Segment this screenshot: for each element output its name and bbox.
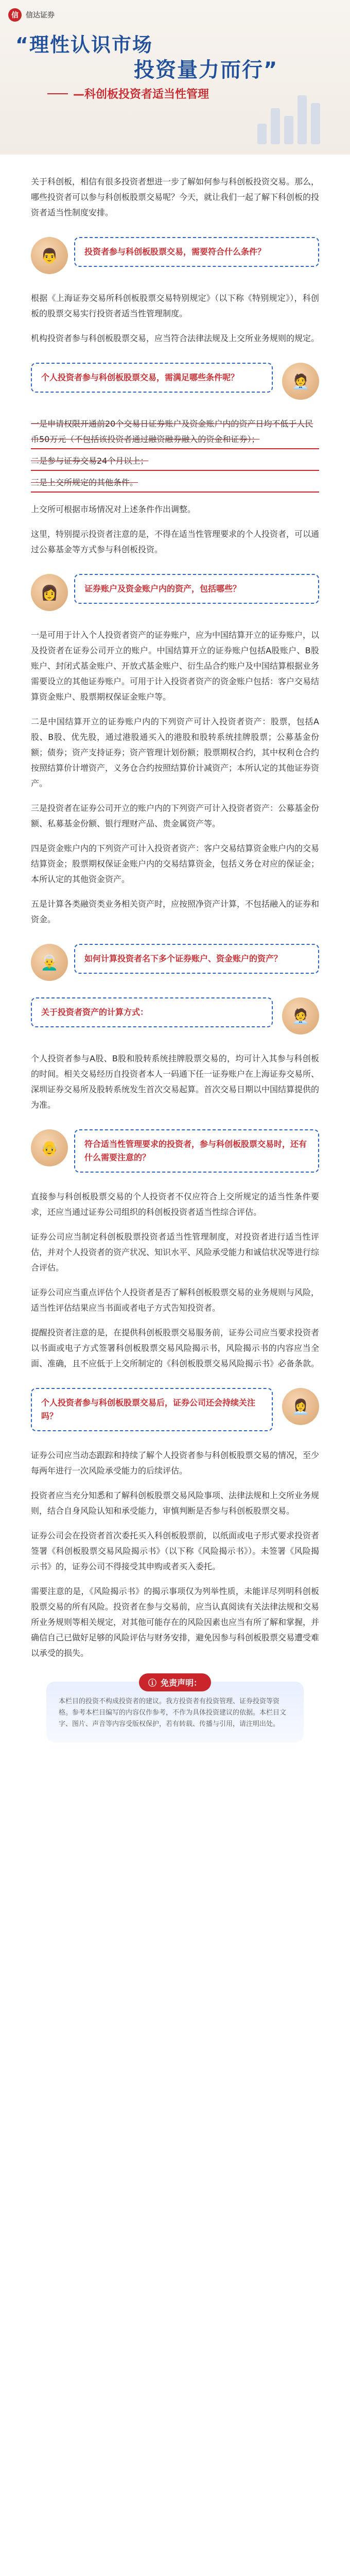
question-text: 个人投资者参与科创板股票交易，需满足哪些条件呢？ xyxy=(41,372,239,382)
qa-5 xyxy=(31,1129,319,1173)
answer-detail: 机构投资者参与科创板股票交易，应当符合法律法规及上交所业务规则的规定。 xyxy=(31,333,320,343)
question-bubble xyxy=(31,1388,273,1431)
question-bubble xyxy=(31,997,273,1027)
subtitle-wrap xyxy=(47,86,209,101)
qa-3 xyxy=(31,574,319,611)
header-banner xyxy=(0,0,350,155)
question-text: 投资者参与科创板股票交易，需要符合什么条件？ xyxy=(84,247,266,257)
q5-para-2: 证券公司应当制定科创板股票投资者适当性管理制度，对投资者进行适当性评估，并对个人投资者的资产状况、知识水平、风险承受能力和诚信状况等进行综合评估。 xyxy=(31,1232,320,1273)
asset-para-5: 五是计算各类融资类业务相关资产时，应按照净资产计算，不包括融入的证券和资金。 xyxy=(31,899,320,924)
asset-para-1: 一是可用于计入个人投资者资产的证券账户，应为中国结算开立的证券账户，以及投资者在证券公司开立的账户。中国结算开立的证券账户包括A股账户、B股账户、封闭式基金账户、开放式基金账户、衍生品合约账户及中国结算根据业务需要设立的其他证券账户。可用于计入投资者资产的资金账户包括：客户交易结算资金账户、股票期权保证金账户等。 xyxy=(31,630,320,702)
title-line-2: 投资量力而行” xyxy=(134,58,278,82)
info-icon: ⓘ xyxy=(148,1678,156,1688)
disclaimer-title: 免责声明： xyxy=(161,1678,202,1688)
qa-2 xyxy=(31,363,319,400)
asset-para-2: 二是中国结算开立的证券账户内的下列资产可计入投资者资产：股票，包括A股、B股、优先股，通过港股通买入的港股和股转系统挂牌股票；公募基金份额；债券；资产支持证券；资产管理计划份额；股票期权合约，其中权利仓合约按照结算价计增资产，义务仓合约按照结算价计减资产；本所认定的其他证券资产。 xyxy=(31,717,320,788)
brand-name: 信达证券 xyxy=(26,11,55,20)
question-text: 关于投资者资产的计算方式： xyxy=(41,1007,149,1017)
brand-mark: 信 xyxy=(8,8,22,22)
requirement-item-2: 二是参与证券交易24个月以上； xyxy=(31,453,319,471)
q5-para-4: 提醒投资者注意的是，在提供科创板股票交易服务前，证券公司应当要求投资者以书面或电子方式签署科创板股票交易风险揭示书，风险揭示书的内容应当全面、准确，且不应低于上交所制定的《科创板股票交易风险揭示书》必备条款。 xyxy=(31,1328,320,1368)
answer-intro: 根据《上海证券交易所科创板股票交易特别规定》（以下称《特别规定》），科创板的股票交易实行投资者适当性管理制度。 xyxy=(31,293,319,318)
qa-4b xyxy=(31,997,319,1035)
asset-para-4: 四是资金账户内的下列资产可计入投资者资产：客户交易结算资金账户内的交易结算资金；股票期权保证金账户内的交易结算资金，包括义务仓对应的保证金；本所认定的其他资金资产。 xyxy=(31,843,320,884)
q6-para-4: 需要注意的是，《风险揭示书》的揭示事项仅为列举性质，未能详尽列明科创板股票交易的所有风险。投资者在参与交易前，应当认真阅读有关法律法规和交易所业务规则等相关规定，对其他可能存在的风险因素也应当有所了解和掌握，并确信自己已做好足够的风险评估与财务安排，避免因参与科创板股票交易遭受难以承受的损失。 xyxy=(31,1586,320,1658)
after-list-1: 上交所可根据市场情况对上述条件作出调整。 xyxy=(31,504,196,514)
header-illustration xyxy=(252,82,335,144)
intro-paragraph: 关于科创板，相信有很多投资者想进一步了解如何参与科创板投资交易。那么，哪些投资者可以参与科创板股票交易呢？今天，就让我们一起了解下科创板的投资者适当性制度安排。 xyxy=(31,177,320,217)
qa-6 xyxy=(31,1388,319,1431)
art-bar-5 xyxy=(311,103,320,144)
avatar-icon: 👨‍🦳 xyxy=(31,944,68,981)
art-bar-1 xyxy=(257,124,267,144)
qa-1 xyxy=(31,237,319,274)
requirement-item-1: 一是申请权限开通前20个交易日证券账户及资金账户内的资产日均不低于人民币50万元（不包括该投资者通过融资融券融入的资金和证券）； xyxy=(31,416,319,449)
question-bubble xyxy=(31,363,273,393)
question-bubble xyxy=(74,574,319,604)
disclaimer-badge xyxy=(139,1673,211,1691)
question-text: 证券账户及资金账户内的资产，包括哪些？ xyxy=(84,584,241,594)
art-bar-4 xyxy=(297,95,307,144)
avatar-icon: 🧑‍💼 xyxy=(282,363,319,400)
avatar-icon: 👴 xyxy=(31,1129,68,1166)
avatar-icon: 👩‍💼 xyxy=(282,1388,319,1425)
art-bar-3 xyxy=(284,116,293,144)
disclaimer-text: 本栏目的投资不构成投资者的建议。我方投资者有投资管理、证券投资等资格。参考本栏目编写的内容仅作参考，不作为具体投资建议的依据。本栏目文字、图片、声音等内容受版权保护，若有转载、传播与引用，请注明出处。 xyxy=(59,1698,287,1728)
q6-para-2: 投资者应当充分知悉和了解科创板股票交易风险事项、法律法规和上交所业务规则，结合自身风险认知和承受能力，审慎判断是否参与科创板股票交易。 xyxy=(31,1490,320,1516)
qa-4 xyxy=(31,944,319,981)
disclaimer-box xyxy=(46,1678,304,1742)
q5-para-3: 证券公司应当重点评估个人投资者是否了解科创板股票交易的业务规则与风险，适当性评估结果应当书面或者电子方式告知投资者。 xyxy=(31,1287,320,1313)
question-text: 如何计算投资者名下多个证券账户、资金账户的资产？ xyxy=(84,954,283,963)
subtitle: —科创板投资者适当性管理 xyxy=(73,88,209,101)
avatar-icon: 🧑‍💼 xyxy=(282,997,319,1035)
q5-para-1: 直接参与科创板股票交易的个人投资者不仅应符合上交所规定的适当性条件要求，还应当通过证券公司组织的科创板投资者适当性综合评估。 xyxy=(31,1192,319,1217)
q6-para-1: 证券公司应当动态跟踪和持续了解个人投资者参与科创板股票交易的情况，至少每两年进行一次风险承受能力的后续评估。 xyxy=(31,1450,320,1476)
requirement-item-3: 三是上交所规定的其他条件。 xyxy=(31,475,319,493)
question-bubble xyxy=(74,944,319,974)
q6-para-3: 证券公司会在投资者首次委托买入科创板股票前，以纸面或电子形式要求投资者签署《科创板股票交易风险揭示书》（以下称《风险揭示书》）。未签署《风险揭示书》的，证券公司不得接受其申购或者买入委托。 xyxy=(31,1531,320,1571)
asset-para-3: 三是投资者在证券公司开立的账户内的下列资产可计入投资者资产：公募基金份额、私募基金份额、银行理财产品、贵金属资产等。 xyxy=(31,803,320,828)
avatar-icon: 👨 xyxy=(31,237,68,274)
art-bar-2 xyxy=(271,108,280,144)
title-line-1: “理性认识市场 xyxy=(15,33,153,56)
question-text: 个人投资者参与科创板股票交易后，证券公司还会持续关注吗？ xyxy=(41,1398,256,1421)
question-bubble xyxy=(74,1129,319,1173)
subtitle-line xyxy=(47,93,68,94)
article-content xyxy=(0,155,350,1742)
brand-logo xyxy=(8,8,55,22)
after-list-2: 这里，特别提示投资者注意的是，不得在适当性管理要求的个人投资者，可以通过公募基金等方式参与科创板投资。 xyxy=(31,529,320,554)
calc-paragraph: 个人投资者参与A股、B股和股转系统挂牌股票交易的，均可计入其参与科创板的时间。相关交易经历自投资者本人一码通下任一证券账户在上海证券交易所、深圳证券交易所及股转系统发生首次交易起算。首次交易日期以中国结算提供的为准。 xyxy=(31,1054,320,1110)
question-text: 符合适当性管理要求的投资者，参与科创板股票交易时，还有什么需要注意的？ xyxy=(84,1139,307,1162)
avatar-icon: 👩 xyxy=(31,574,68,611)
question-bubble xyxy=(74,237,319,267)
